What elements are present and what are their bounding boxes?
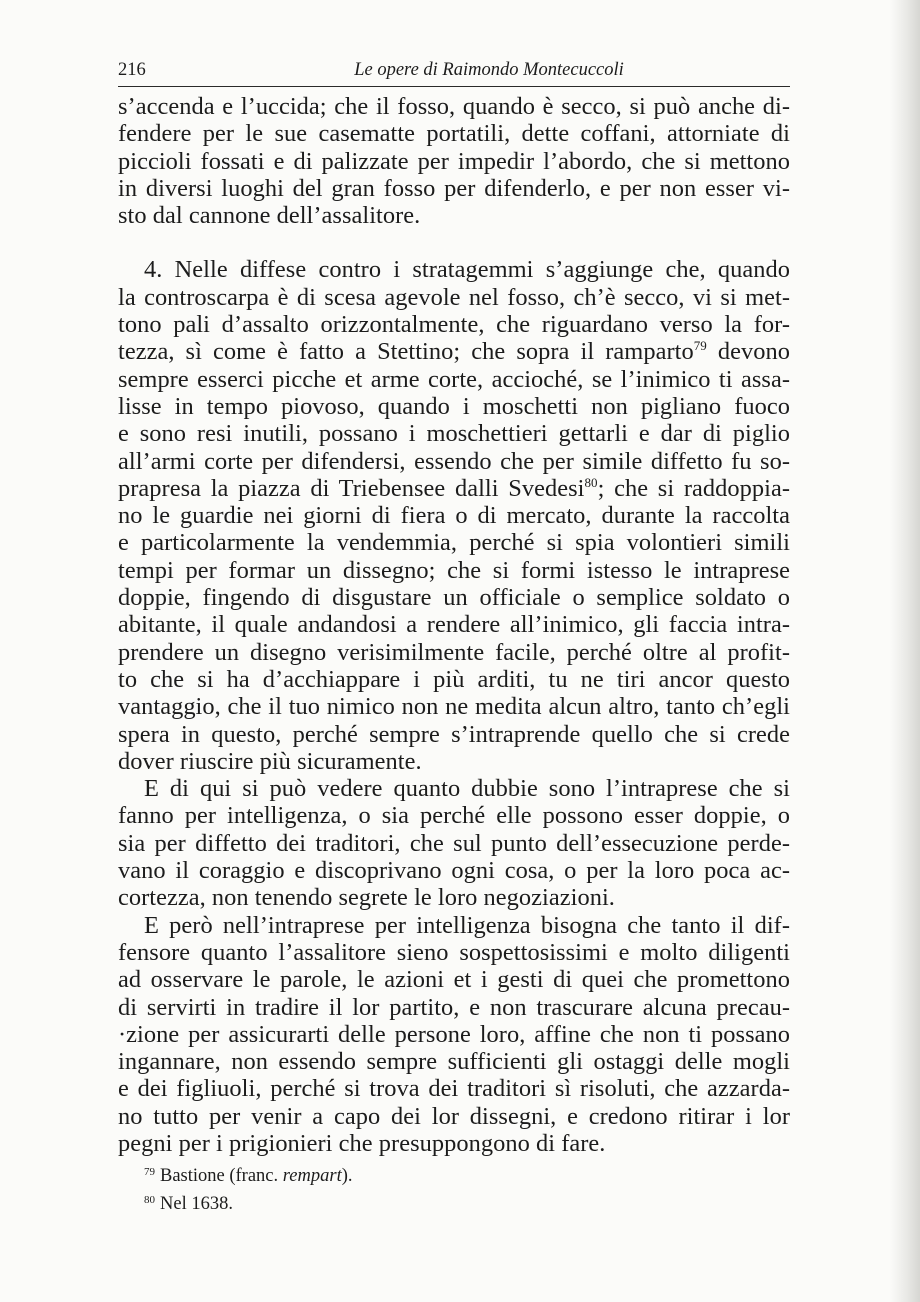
text-line: E però nell’intraprese per intelligenza bisogna che tanto il dif- [144, 911, 790, 939]
footnote-79: $^{79}$ Bastione (franc. rempart). [144, 1166, 353, 1186]
text-line: in diversi luoghi del gran fosso per difenderlo, e per non esser vi- [118, 174, 790, 202]
footnote-80: $^{80}$ Nel 1638. [144, 1194, 233, 1214]
text-line: to che si ha d’acchiappare i più arditi, tu ne tiri ancor questo [118, 665, 790, 693]
text-line: vantaggio, che il tuo nimico non ne medita alcun altro, tanto ch’egli [118, 693, 790, 721]
paragraph [118, 775, 790, 911]
text-line: vano il coraggio e discoprivano ogni cosa, o per la loro poca ac- [118, 857, 790, 885]
text-line: e particolarmente la vendemmia, perché si spia volontieri simili [118, 529, 790, 557]
footnote-number: 80 [144, 1194, 155, 1206]
text-line: all’armi corte per difendersi, essendo che per simile diffetto fu so- [118, 447, 790, 475]
text-line: piccioli fossati e di palizzate per impedir l’abordo, che si mettono [118, 147, 790, 175]
text-line: fensore quanto l’assalitore sieno sospettosissimi e molto diligenti [118, 938, 790, 966]
text-line: tezza, sì come è fatto a Stettino; che sopra il ramparto$^{79}$ devono [118, 338, 790, 366]
text-line: ·zione per assicurarti delle persone loro, affine che non ti possano [118, 1020, 790, 1048]
text-line: tempi per formar un dissegno; che si formi istesso le intraprese [118, 556, 790, 584]
text-line: abitante, il quale andandosi a rendere all’inimico, gli faccia intra- [118, 611, 790, 639]
text-line: sia per diffetto dei traditori, che sul punto dell’essecuzione perde- [118, 829, 790, 857]
text-line: e dei figliuoli, perché si trova dei traditori sì risoluti, che azzarda- [118, 1075, 790, 1103]
text-line: pegni per i prigionieri che presuppongono di fare. [118, 1129, 606, 1157]
paragraph [118, 93, 790, 229]
text-line: 4. Nelle diffese contro i stratagemmi s’aggiunge che, quando [144, 256, 790, 284]
book-page [118, 50, 790, 1157]
page-edge-shadow [890, 0, 920, 1302]
paragraph [118, 912, 790, 1158]
text-line: prapresa la piazza di Triebensee dalli Svedesi$^{80}$; che si raddoppia- [118, 474, 790, 502]
text-line: tono pali d’assalto orizzontalmente, che riguardano verso la for- [118, 311, 790, 339]
text-line: doppie, fingendo di disgustare un officiale o semplice soldato o [118, 584, 790, 612]
footnote-ref-80: 80 [584, 474, 598, 490]
page-number: 216 [118, 60, 146, 80]
footnote-ref-79: 79 [693, 338, 707, 354]
text-line: fendere per le sue casematte portatili, dette coffani, attorniate di [118, 120, 790, 148]
text-line: lisse in tempo piovoso, quando i moschetti non pigliano fuoco [118, 392, 790, 420]
text-line: fanno per intelligenza, o sia perché elle possono esser doppie, o [118, 802, 790, 830]
text-line: la controscarpa è di scesa agevole nel fosso, ch’è secco, vi si met- [118, 283, 790, 311]
footnotes [118, 1162, 790, 1218]
running-title: Le opere di Raimondo Montecuccoli [354, 60, 624, 80]
text-line: ad osservare le parole, le azioni et i gesti di quei che promettono [118, 966, 790, 994]
text-line: e sono resi inutili, possano i moschettieri gettarli e dar di piglio [118, 420, 790, 448]
text-line: cortezza, non tenendo segrete le loro negoziazioni. [118, 884, 615, 912]
text-line: prendere un disegno verisimilmente facile, perché oltre al profit- [118, 638, 790, 666]
footnote-number: 79 [144, 1166, 155, 1178]
text-line: di servirti in tradire il lor partito, e non trascurare alcuna precau- [118, 993, 790, 1021]
text-line: sempre esserci picche et arme corte, accioché, se l’inimico ti assa- [118, 365, 790, 393]
text-line: dover riuscire più sicuramente. [118, 747, 422, 775]
text-line: sto dal cannone dell’assalitore. [118, 202, 421, 230]
text-line: no le guardie nei giorni di fiera o di mercato, durante la raccolta [118, 502, 790, 530]
text-line: no tutto per venir a capo dei lor dissegni, e credono ritirar i lor [118, 1102, 790, 1130]
body-text [118, 93, 790, 1157]
text-line: E di qui si può vedere quanto dubbie sono l’intraprese che si [144, 775, 790, 803]
paragraph [118, 256, 790, 775]
running-head [118, 50, 790, 87]
text-line: s’accenda e l’uccida; che il fosso, quando è secco, si può anche di- [118, 93, 790, 120]
text-line: ingannare, non essendo sempre sufficienti gli ostaggi delle mogli [118, 1048, 790, 1076]
text-line: spera in questo, perché sempre s’intraprende quello che si crede [118, 720, 790, 748]
